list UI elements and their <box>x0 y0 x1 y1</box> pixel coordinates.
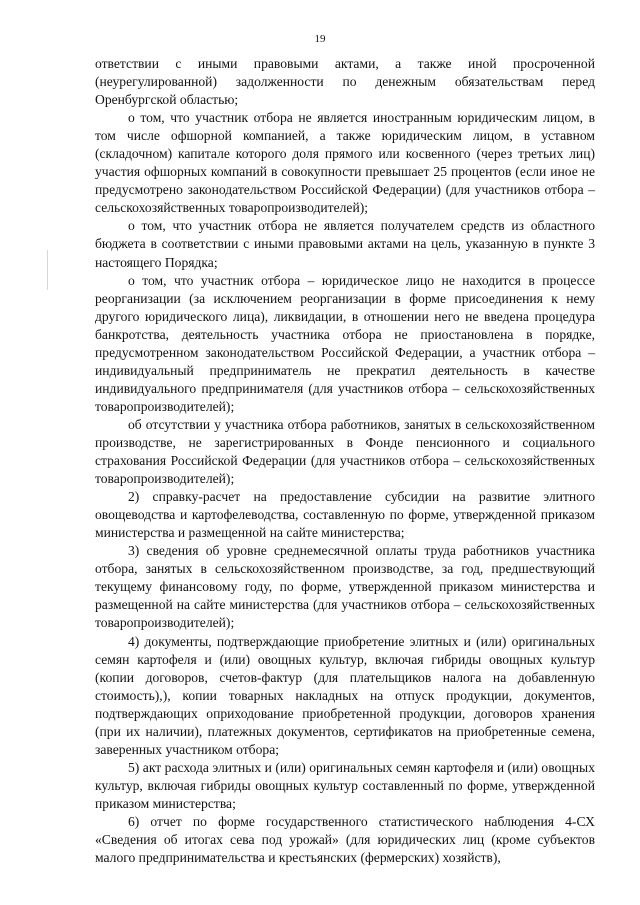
paragraph: о том, что участник отбора – юридическое лицо не находится в процессе реорганизации (за исключением реорганизации в форме присоединения к нему другого юридического лица), ликвидации, в отношении него не введена процедура банкротства, деятельность участника отбора не приостановлена в порядке, предусмотренном законодательством Российской Федерации, а участник отбора – индивидуальный предприниматель не прекратил деятельность в качестве индивидуального предпринимателя (для участников отбора – сельскохозяйственных товаропроизводителей); <box>95 272 595 414</box>
scan-margin-mark <box>47 250 48 290</box>
paragraph: 4) документы, подтверждающие приобретение элитных и (или) оригинальных семян картофеля и (или) овощных культур, включая гибриды овощных культур (копии договоров, счетов-фактур (для плательщиков налога на добавленную стоимость),), копии товарных накладных на отпуск продукции, документов, подтверждающих оприходование приобретенной продукции, договоров хранения (при их наличии), платежных документов, сертификатов на приобретенные семена, заверенных участником отбора; <box>95 633 595 757</box>
paragraph: 6) отчет по форме государственного статистического наблюдения 4-СХ «Сведения об итогах сева под урожай» (для юридических лиц (кроме субъектов малого предпринимательства и крестьянских (фермерских) хозяйств), <box>95 813 595 866</box>
paragraph: 5) акт расхода элитных и (или) оригинальных семян картофеля и (или) овощных культур, включая гибриды овощных культур составленный по форме, утвержденной приказом министерства; <box>95 759 595 811</box>
paragraph: о том, что участник отбора не является получателем средств из областного бюджета в соответствии с иными правовыми актами на цель, указанную в пункте 3 настоящего Порядка; <box>95 218 595 270</box>
paragraph: о том, что участник отбора не является иностранным юридическим лицом, в том числе офшорной компанией, а также юридическим лицом, в уставном (складочном) капитале которого доля прямого или косвенного (через третьих лиц) участия офшорных компаний в совокупности превышает 25 процентов (если иное не предусмотрено законодательством Российской Федерации) (для участников отбора – сельскохозяйственных товаропроизводителей); <box>95 110 595 216</box>
paragraph: ответствии с иными правовыми актами, а также иной просроченной (неурегулированной) задолженности по денежным обязательствам перед Оренбургской областью; <box>95 56 595 108</box>
page-number: 19 <box>314 33 326 45</box>
paragraph: 3) сведения об уровне среднемесячной оплаты труда работников участника отбора, занятых в сельскохозяйственном производстве, за год, предшествующий текущему финансовому году, по форме, утвержденной приказом министерства и размещенной на сайте министерства (для участников отбора – сельскохозяйственных товаропроизводителей); <box>95 543 595 631</box>
document-body <box>95 55 595 867</box>
paragraph: 2) справку-расчет на предоставление субсидии на развитие элитного овощеводства и картофелеводства, составленную по форме, утвержденной приказом министерства и размещенной на сайте министерства; <box>95 489 595 541</box>
paragraph: об отсутствии у участника отбора работников, занятых в сельскохозяйственном производстве, не зарегистрированных в Фонде пенсионного и социального страхования Российской Федерации (для участников отбора – сельскохозяйственных товаропроизводителей); <box>95 416 595 487</box>
